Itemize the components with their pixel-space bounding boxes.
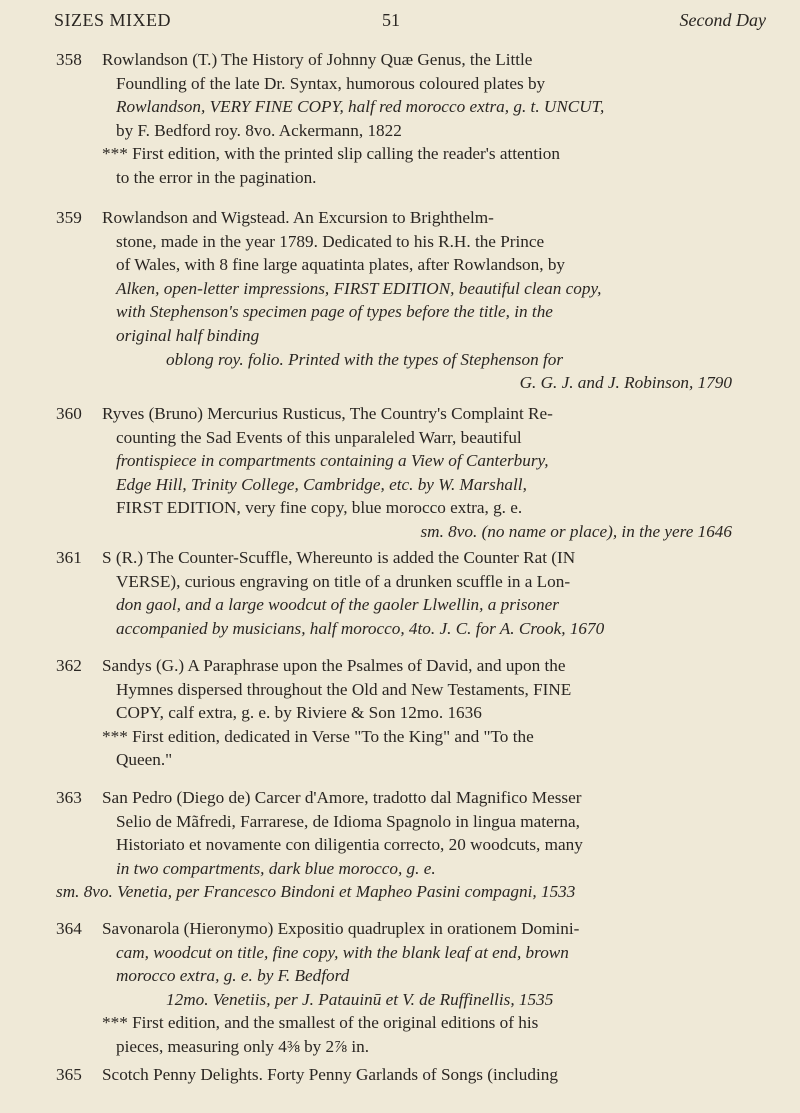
lot-line: accompanied by musicians, half morocco, 4to. J. C. for A. Crook, 1670 (116, 618, 605, 638)
header-day: Second Day (679, 10, 766, 30)
header-section: SIZES MIXED (54, 10, 171, 30)
lot-line: Foundling of the late Dr. Syntax, humorous coloured plates by (116, 73, 546, 93)
lot-line: Rowlandson, VERY FINE COPY, half red morocco extra, g. t. UNCUT, (116, 97, 605, 117)
lot-line: with Stephenson's specimen page of types before the title, in the (116, 302, 553, 322)
lot-number: 360 (56, 404, 82, 423)
lot-line: Alken, open-letter impressions, FIRST EDITION, beautiful clean copy, (116, 278, 602, 298)
lot-line: oblong roy. folio. Printed with the types of Stephenson for (166, 349, 564, 369)
lot-line: original half binding (116, 325, 260, 345)
lot-description (102, 48, 742, 190)
lot-number: 365 (56, 1065, 82, 1084)
lot-line: Rowlandson and Wigstead. An Excursion to Brighthelm- (102, 208, 494, 227)
lot-note: *** First edition, dedicated in Verse "To the King" and "To the (102, 726, 534, 746)
lot-description (102, 546, 742, 640)
lot-line: Ryves (Bruno) Mercurius Rusticus, The Country's Complaint Re- (102, 404, 553, 423)
lot-line: morocco extra, g. e. by F. Bedford (116, 966, 350, 986)
lot-number: 358 (56, 50, 82, 69)
lot-number: 363 (56, 788, 82, 807)
lot-line: Selio de Mãfredi, Farrarese, de Idioma Spagnolo in lingua materna, (116, 811, 580, 831)
lot-description (102, 1063, 742, 1087)
lot-note: *** First edition, and the smallest of the original editions of his (102, 1013, 539, 1033)
lot-description (102, 917, 742, 1059)
lot-number: 362 (56, 656, 82, 675)
lot-line: Queen." (116, 750, 173, 770)
lot-line: FIRST EDITION, very fine copy, blue morocco extra, g. e. (116, 498, 523, 518)
lot-number: 364 (56, 919, 82, 938)
lot-line: Rowlandson (T.) The History of Johnny Quæ Genus, the Little (102, 50, 533, 69)
lot-description (102, 654, 742, 772)
lot-line: G. G. J. and J. Robinson, 1790 (519, 373, 732, 393)
page-number: 51 (382, 10, 400, 30)
lot-line: Historiato et novamente con diligentia correcto, 20 woodcuts, many (116, 835, 583, 855)
lot-line: Savonarola (Hieronymo) Expositio quadruplex in orationem Domini- (102, 919, 580, 938)
lot-number: 359 (56, 208, 82, 227)
lot-description (102, 206, 742, 395)
lot-line: 12mo. Venetiis, per J. Patauinū et V. de Ruffinellis, 1535 (166, 989, 554, 1009)
lot-number: 361 (56, 548, 82, 567)
lot-description (102, 402, 742, 544)
lot-line: pieces, measuring only 4⅜ by 2⅞ in. (116, 1036, 369, 1056)
lot-line: in two compartments, dark blue morocco, g. e. (116, 858, 436, 878)
lot-line: S (R.) The Counter-Scuffle, Whereunto is added the Counter Rat (IN (102, 548, 576, 567)
lot-line: sm. 8vo. (no name or place), in the yere 1646 (420, 521, 732, 541)
lot-line: Edge Hill, Trinity College, Cambridge, etc. by W. Marshall, (116, 474, 527, 494)
lot-line: San Pedro (Diego de) Carcer d'Amore, tradotto dal Magnifico Messer (102, 788, 582, 807)
lot-line: sm. 8vo. Venetia, per Francesco Bindoni et Mapheo Pasini compagni, 1533 (56, 882, 576, 902)
lot-note: *** First edition, with the printed slip calling the reader's attention (102, 144, 560, 164)
lot-line: of Wales, with 8 fine large aquatinta plates, after Rowlandson, by (116, 255, 566, 275)
lot-line: stone, made in the year 1789. Dedicated to his R.H. the Prince (116, 231, 545, 251)
lot-line: Sandys (G.) A Paraphrase upon the Psalmes of David, and upon the (102, 656, 566, 675)
lot-line: Scotch Penny Delights. Forty Penny Garlands of Songs (including (102, 1065, 558, 1084)
lot-line: COPY, calf extra, g. e. by Riviere & Son 12mo. 1636 (116, 703, 482, 723)
lot-line: to the error in the pagination. (116, 167, 317, 187)
lot-line: Hymnes dispersed throughout the Old and New Testaments, FINE (116, 679, 572, 699)
lot-line: counting the Sad Events of this unparaleled Warr, beautiful (116, 427, 522, 447)
lot-line: cam, woodcut on title, fine copy, with the blank leaf at end, brown (116, 942, 569, 962)
lot-line: VERSE), curious engraving on title of a drunken scuffle in a Lon- (116, 571, 571, 591)
lot-line: don gaol, and a large woodcut of the gaoler Llwellin, a prisoner (116, 595, 559, 615)
running-header (54, 10, 766, 34)
lot-line: frontispiece in compartments containing a View of Canterbury, (116, 451, 549, 471)
lot-line: by F. Bedford roy. 8vo. Ackermann, 1822 (116, 120, 402, 140)
